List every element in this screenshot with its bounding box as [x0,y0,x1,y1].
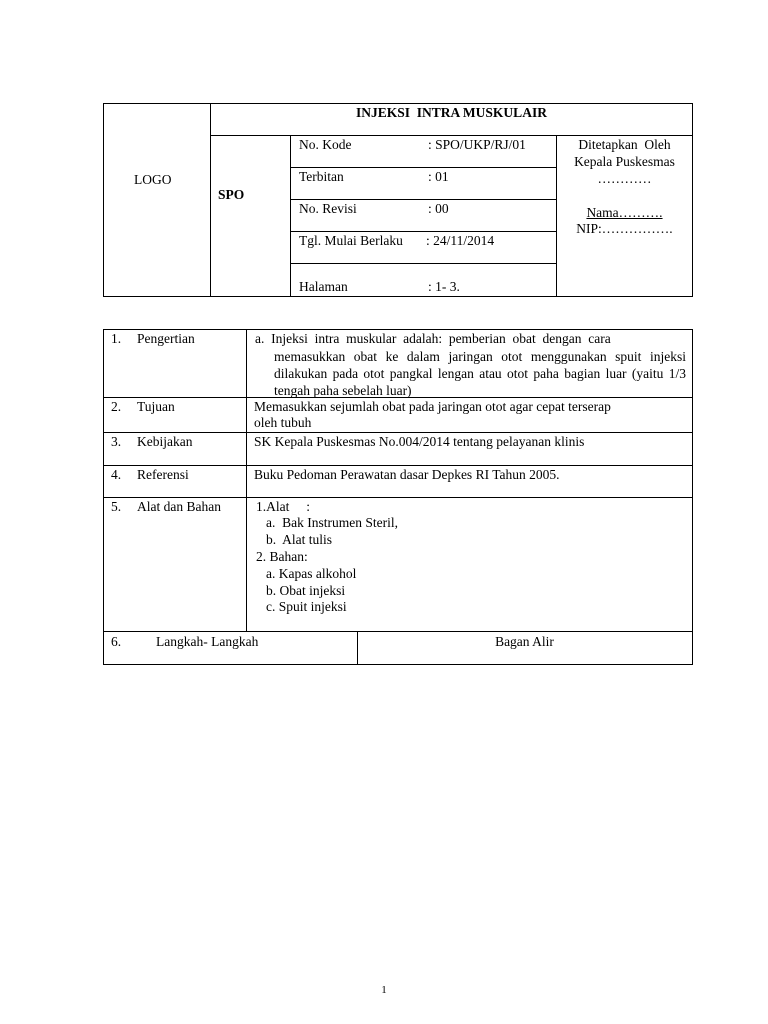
referensi-label: Referensi [137,467,189,482]
referensi-text: Buku Pedoman Perawatan dasar Depkes RI Tahun 2005. [254,467,560,482]
pengertian-number: 1. [111,331,122,346]
page-number: 1 [381,984,387,996]
bagan-alir-label: Bagan Alir [495,634,554,649]
logo-placeholder: LOGO [134,172,172,187]
tgl-value: : 24/11/2014 [426,233,495,248]
approval-dots: ………… [597,171,652,186]
tujuan-line2: oleh tubuh [254,415,312,430]
bahan-item: a. Kapas alkohol [266,566,357,581]
kebijakan-text: SK Kepala Puskesmas No.004/2014 tentang pelayanan klinis [254,434,585,449]
terbitan-label: Terbitan [299,169,344,184]
approval-nama: Nama………. [586,205,663,220]
alat-title: 1.Alat : [256,499,310,514]
langkah-number: 6. [111,634,122,649]
alat-item: b. Alat tulis [266,532,333,547]
approval-line2: Kepala Puskesmas [574,154,675,169]
kode-label: No. Kode [299,137,352,152]
bahan-item: b. Obat injeksi [266,583,346,598]
referensi-number: 4. [111,467,122,482]
halaman-label: Halaman [299,279,348,294]
kode-value: : SPO/UKP/RJ/01 [428,137,526,152]
approval-nip: NIP:……………. [576,221,673,236]
spo-label: SPO [218,187,245,202]
pengertian-text: a. Injeksi intra muskular adalah: pemberian obat dengan cara [255,331,611,346]
alat-bahan-label: Alat dan Bahan [137,499,221,514]
revisi-label: No. Revisi [299,201,357,216]
approval-line1: Ditetapkan Oleh [578,137,671,152]
tujuan-label: Tujuan [137,399,175,414]
terbitan-value: : 01 [428,169,449,184]
document-title: INJEKSI INTRA MUSKULAIR [356,105,547,120]
tgl-label: Tgl. Mulai Berlaku [299,233,403,248]
revisi-value: : 00 [428,201,449,216]
bahan-title: 2. Bahan: [256,549,308,564]
alat-bahan-number: 5. [111,499,122,514]
tujuan-number: 2. [111,399,122,414]
alat-item: a. Bak Instrumen Steril, [266,515,398,530]
kebijakan-number: 3. [111,434,122,449]
pengertian-label: Pengertian [137,331,195,346]
langkah-label: Langkah- Langkah [156,634,259,649]
kebijakan-label: Kebijakan [137,434,193,449]
bahan-item: c. Spuit injeksi [266,599,347,614]
pengertian-text-cont: memasukkan obat ke dalam jaringan otot menggunakan spuit injeksi dilakukan pada otot pangkal lengan atau otot paha bagian luar (yaitu 1/3 tengah paha sebelah luar) [274,349,686,398]
halaman-value: : 1- 3. [428,279,460,294]
tujuan-line1: Memasukkan sejumlah obat pada jaringan otot agar cepat terserap [254,399,611,414]
